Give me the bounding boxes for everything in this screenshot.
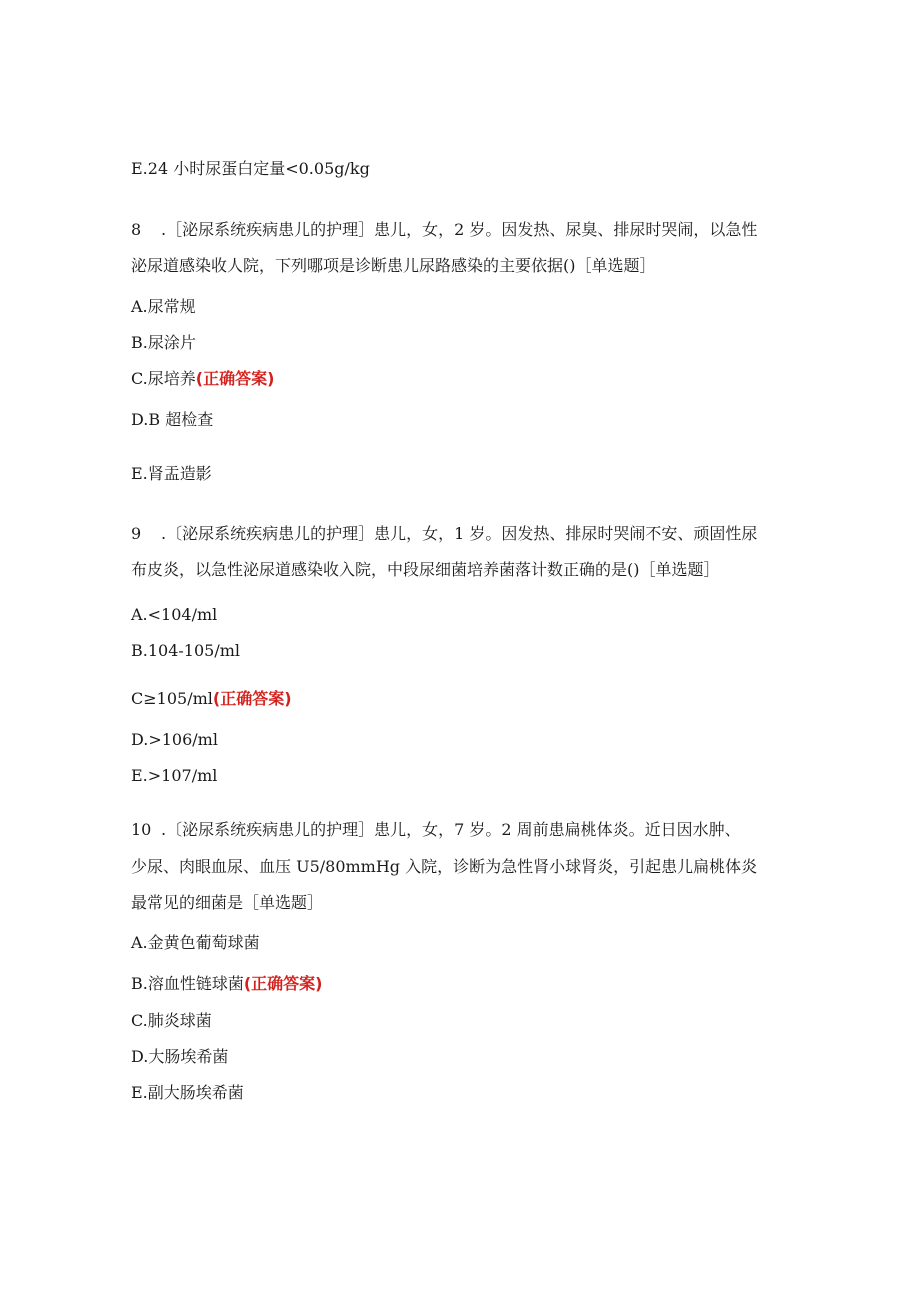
q9-number: 9 [131, 524, 142, 543]
option-text: B.尿涂片 [131, 333, 196, 352]
option-text: A.金黄色葡萄球菌 [131, 933, 260, 952]
option-text: B.溶血性链球菌 [131, 974, 244, 993]
q10-stem-text-3: 最常见的细菌是［单选题］ [131, 893, 324, 912]
q10-option-e [131, 1083, 244, 1103]
option-text: D.B 超检查 [131, 410, 214, 429]
q8-stem-text-1: .［泌尿系统疾病患儿的护理］患儿，女，2 岁。因发热、尿臭、排尿时哭闹，以急性 [161, 220, 758, 239]
q10-option-c [131, 1011, 212, 1031]
q8-stem-text-2: 泌尿道感染收人院，下列哪项是诊断患儿尿路感染的主要依据()［单选题］ [131, 256, 656, 275]
q10-stem-line2 [131, 857, 757, 877]
option-text: C≥105/ml [131, 689, 213, 708]
q9-stem-text-1: .〔泌尿系统疾病患儿的护理］患儿，女，1 岁。因发热、排尿时哭闹不安、顽固性尿 [161, 524, 758, 543]
option-text: C.尿培养 [131, 369, 196, 388]
q8-option-d [131, 410, 213, 430]
q9-option-e [131, 766, 217, 786]
q10-stem-line3 [131, 893, 323, 913]
option-text: D.大肠埃希菌 [131, 1047, 229, 1066]
q9-option-c [131, 689, 292, 709]
q10-option-b [131, 974, 323, 994]
q9-option-d [131, 730, 218, 750]
q8-option-e [131, 464, 212, 484]
q8-stem-line2 [131, 256, 656, 276]
option-text: B.104-105/ml [131, 641, 241, 660]
option-text: E.24 小时尿蛋白定量<0.05g/kg [131, 159, 370, 178]
correct-answer-tag: (正确答案) [195, 369, 275, 388]
q8-option-b [131, 333, 196, 353]
option-text: A.尿常规 [131, 297, 196, 316]
option-text: E.>107/ml [131, 766, 218, 785]
option-text: A.<104/ml [131, 605, 218, 624]
option-text: D.>106/ml [131, 730, 218, 749]
q9-stem-text-2: 布皮炎，以急性泌尿道感染收入院，中段尿细菌培养菌落计数正确的是()［单选题］ [131, 560, 720, 579]
option-text: C.肺炎球菌 [131, 1011, 212, 1030]
q9-option-a [131, 605, 217, 625]
q10-option-a [131, 933, 260, 953]
q9-option-b [131, 641, 240, 661]
q8-option-a [131, 297, 196, 317]
q9-stem-line1 [131, 524, 757, 544]
option-text: E.副大肠埃希菌 [131, 1083, 244, 1102]
q8-number: 8 [131, 220, 142, 239]
correct-answer-tag: (正确答案) [243, 974, 323, 993]
q10-stem-text-1: .〔泌尿系统疾病患儿的护理］患儿，女，7 岁。2 周前患扁桃体炎。近日因水肿、 [161, 820, 741, 839]
q10-stem-line1 [131, 820, 741, 840]
q9-stem-line2 [131, 560, 720, 580]
q10-option-d [131, 1047, 228, 1067]
option-text: E.肾盂造影 [131, 464, 212, 483]
prev-option-e [131, 159, 370, 179]
q8-stem-line1 [131, 220, 757, 240]
correct-answer-tag: (正确答案) [212, 689, 292, 708]
q10-number: 10 [131, 820, 152, 839]
q10-stem-text-2: 少尿、肉眼血尿、血压 U5/80mmHg 入院，诊断为急性肾小球肾炎，引起患儿扁桃体炎 [131, 857, 758, 876]
q8-option-c [131, 369, 274, 389]
